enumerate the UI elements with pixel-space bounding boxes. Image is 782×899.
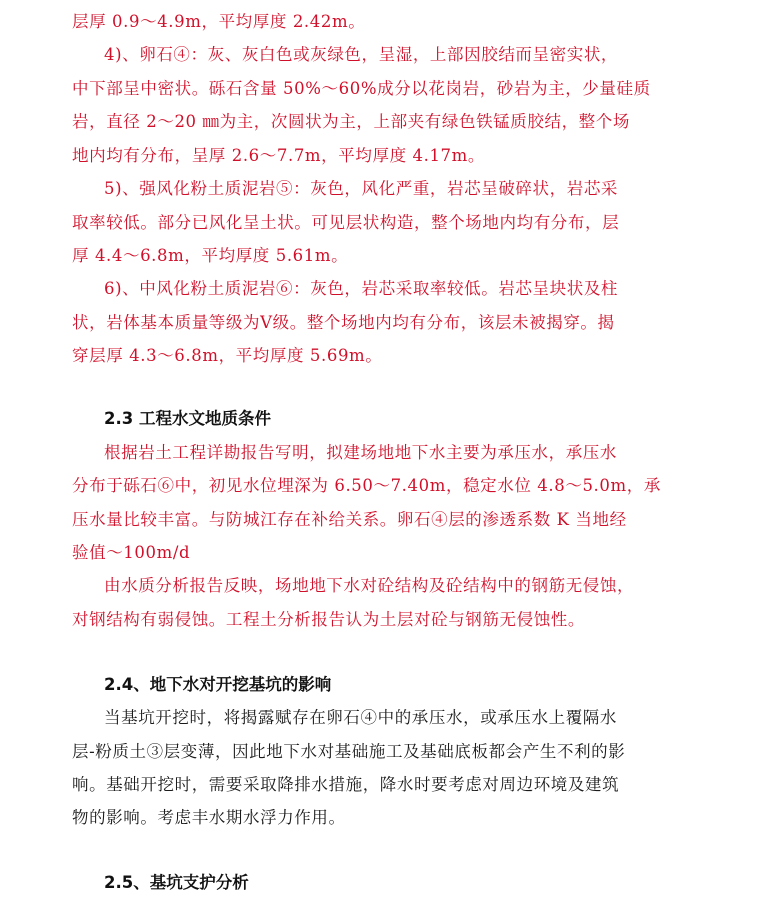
paragraph-line: 4)、卵石④：灰、灰白色或灰绿色，呈湿，上部因胶结而呈密实状， [104,45,619,64]
paragraph-line: 物的影响。考虑丰水期水浮力作用。 [72,808,346,827]
paragraph-line: 当基坑开挖时，将揭露赋存在卵石④中的承压水，或承压水上覆隔水 [104,708,617,727]
paragraph-line: 5)、强风化粉土质泥岩⑤：灰色，风化严重，岩芯呈破碎状，岩芯采 [104,179,619,198]
paragraph-line: 层厚 0.9～4.9m，平均厚度 2.42m。 [72,12,366,31]
section-heading-2-3: 2.3 工程水文地质条件 [104,409,271,428]
paragraph-line: 对钢结构有弱侵蚀。工程土分析报告认为土层对砼与钢筋无侵蚀性。 [72,610,585,629]
paragraph-line: 响。基础开挖时，需要采取降排水措施，降水时要考虑对周边环境及建筑 [72,775,620,794]
paragraph-line: 取率较低。部分已风化呈土状。可见层状构造，整个场地内均有分布，层 [72,213,620,232]
paragraph-line: 穿层厚 4.3～6.8m，平均厚度 5.69m。 [72,346,383,365]
paragraph-line: 层-粉质土③层变薄，因此地下水对基础施工及基础底板都会产生不利的影 [72,742,626,761]
paragraph-line: 验值～100m/d [72,543,191,562]
paragraph-line: 分布于砾石⑥中，初见水位埋深为 6.50～7.40m，稳定水位 4.8～5.0m，承 [72,476,661,495]
paragraph-line: 压水量比较丰富。与防城江存在补给关系。卵石④层的渗透系数 K 当地经 [72,510,627,529]
paragraph-line: 根据岩土工程详勘报告写明，拟建场地地下水主要为承压水，承压水 [104,443,617,462]
paragraph-line: 中下部呈中密状。砾石含量 50%～60%成分以花岗岩，砂岩为主，少量硅质 [72,79,651,98]
paragraph-line: 地内均有分布，呈厚 2.6～7.7m，平均厚度 4.17m。 [72,146,486,165]
paragraph-line: 岩，直径 2～20 ㎜为主，次圆状为主，上部夹有绿色铁锰质胶结，整个场 [72,112,630,131]
paragraph-line: 厚 4.4～6.8m，平均厚度 5.61m。 [72,246,349,265]
paragraph-line: 6)、中风化粉土质泥岩⑥：灰色，岩芯采取率较低。岩芯呈块状及柱 [104,279,619,298]
paragraph-line: 由水质分析报告反映，场地地下水对砼结构及砼结构中的钢筋无侵蚀， [104,576,635,595]
section-heading-2-4: 2.4、地下水对开挖基坑的影响 [104,675,332,694]
section-heading-2-5: 2.5、基坑支护分析 [104,873,249,892]
paragraph-line: 状，岩体基本质量等级为Ⅴ级。整个场地内均有分布，该层未被揭穿。揭 [72,313,615,332]
